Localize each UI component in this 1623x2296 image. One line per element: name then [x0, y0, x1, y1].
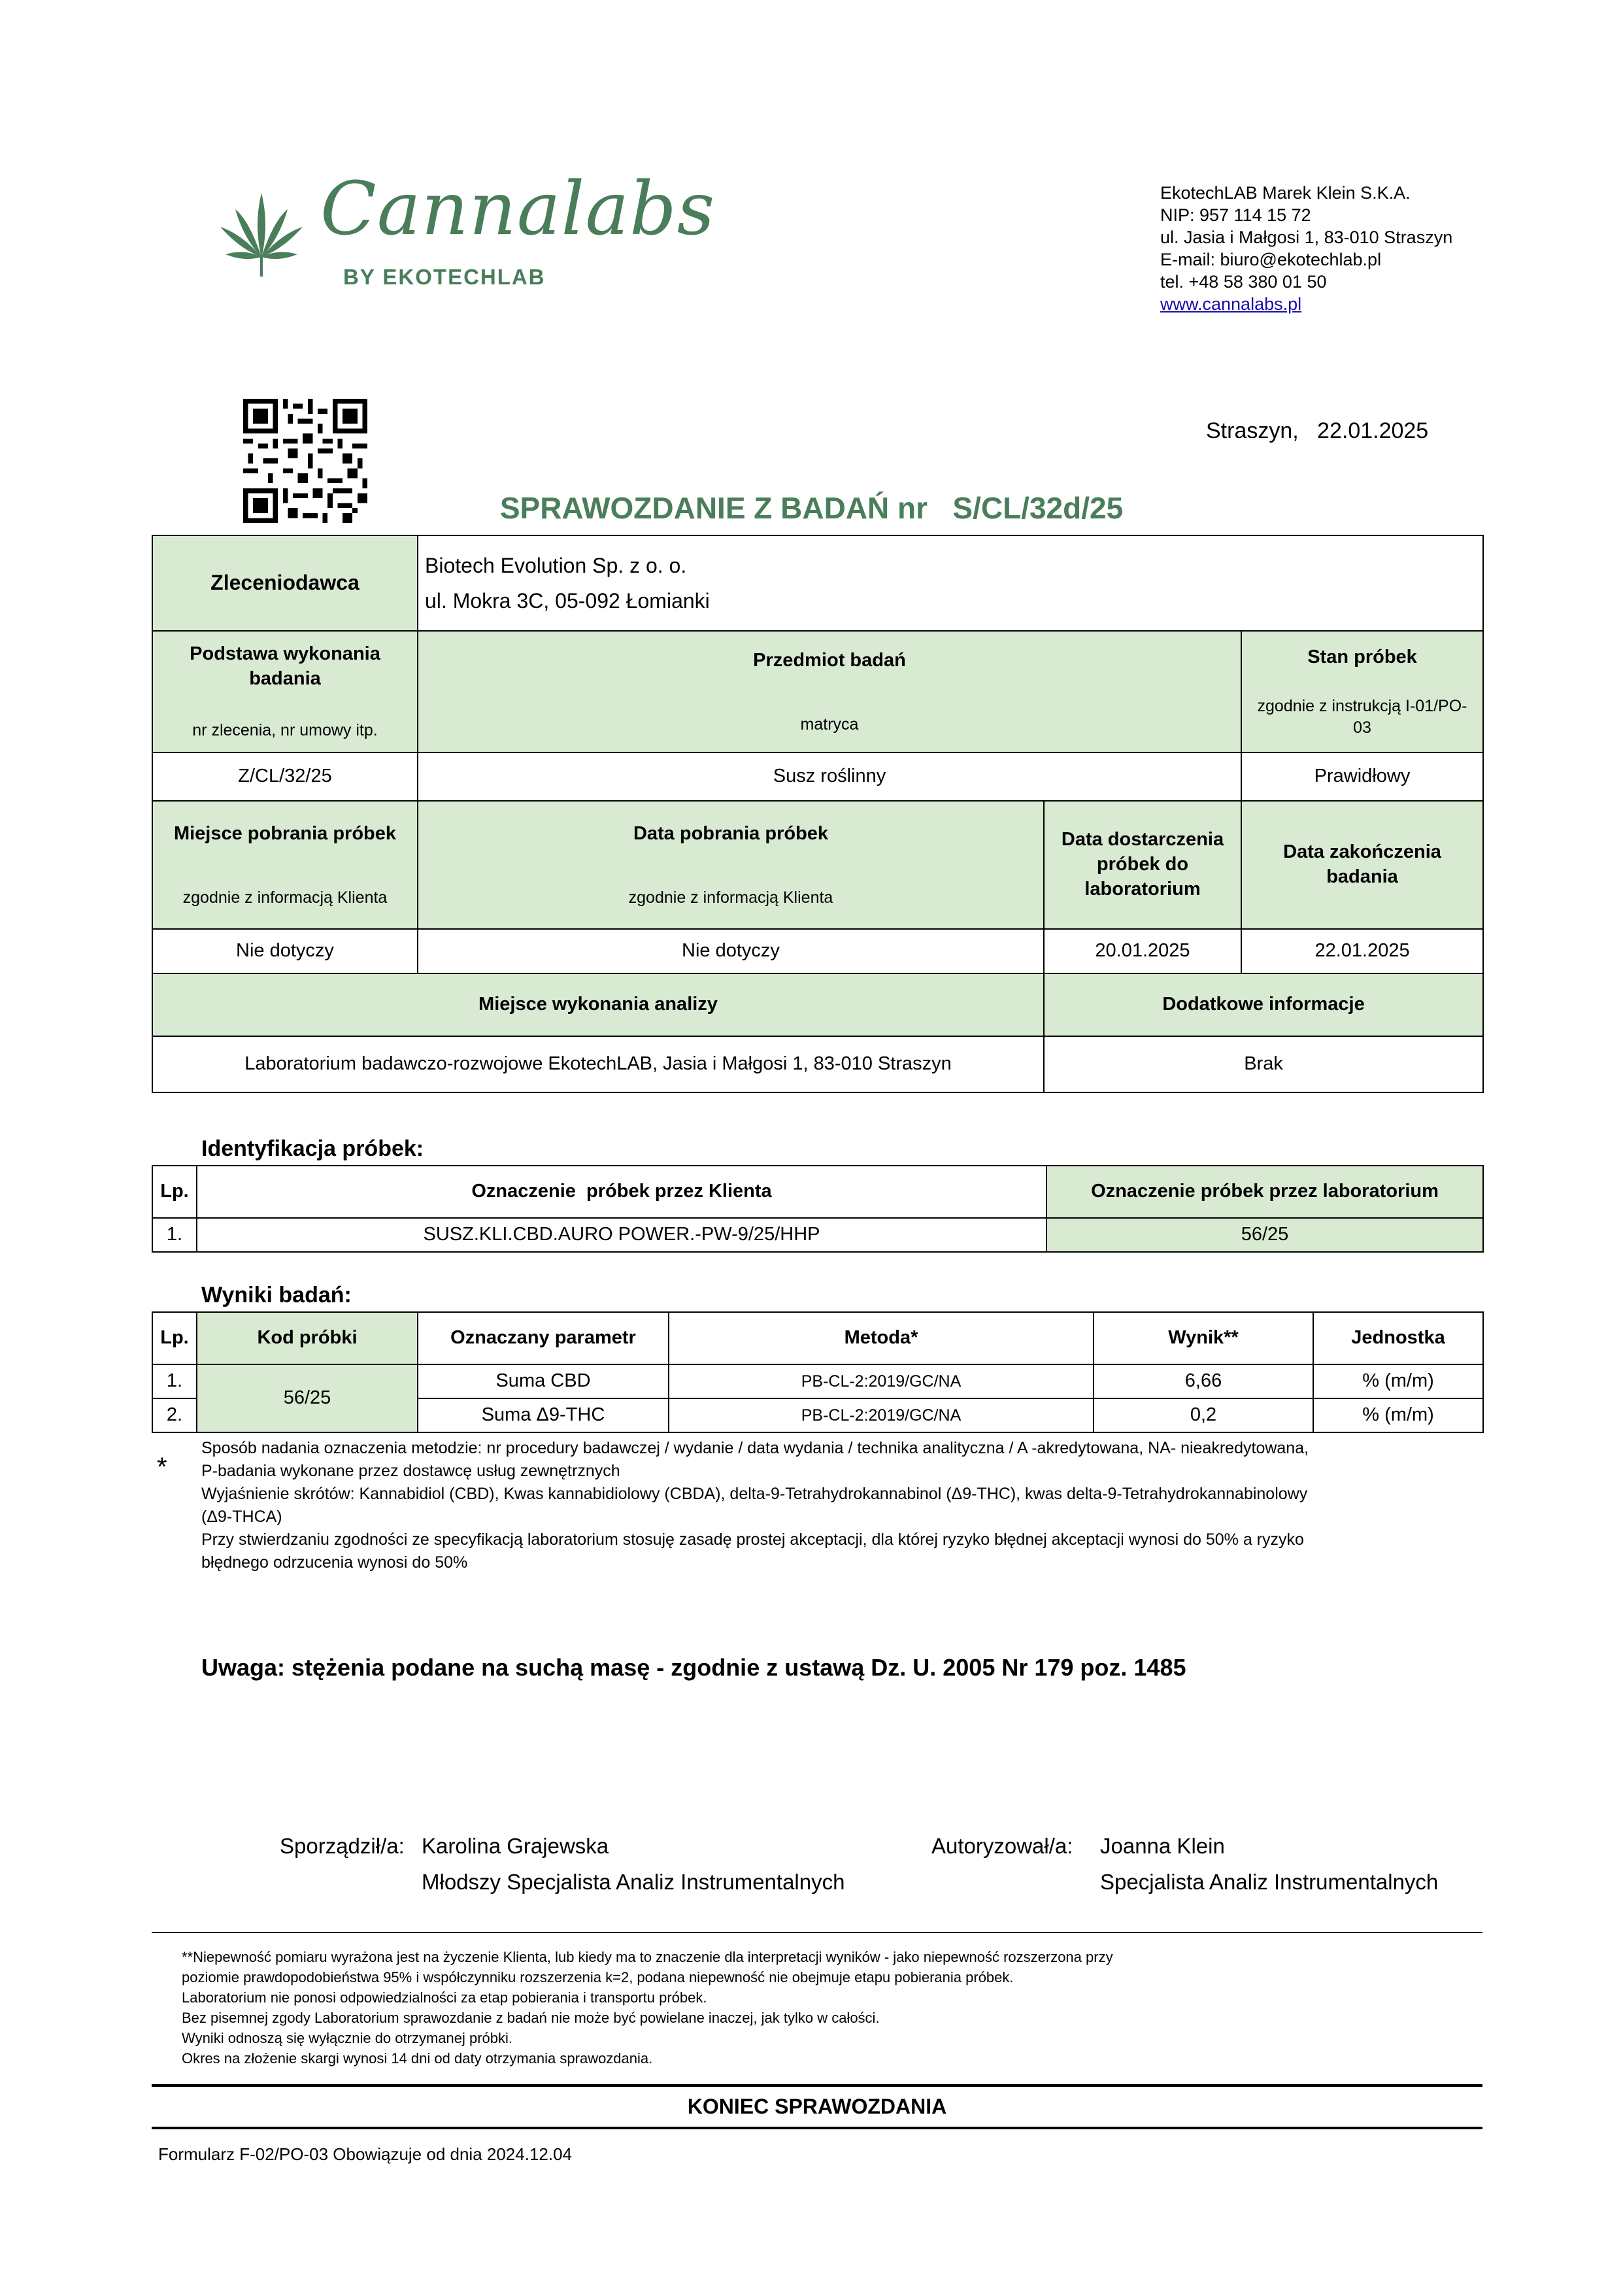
identification-title: Identyfikacja próbek: — [201, 1136, 424, 1161]
footnote-line: P-badania wykonane przez dostawcę usług zewnętrznych — [201, 1462, 620, 1480]
sampling-date-header — [418, 801, 1044, 929]
analysis-place-value: Laboratorium badawczo-rozwojowe EkotechLAB, Jasia i Małgosi 1, 83-010 Straszyn — [152, 1036, 1044, 1092]
basis-header — [152, 631, 418, 752]
footnote-mark: * — [157, 1453, 167, 1481]
basis-label: Podstawa wykonania badania — [190, 643, 380, 689]
analysis-place-label: Miejsce wykonania analizy — [152, 973, 1044, 1036]
subject-label: Przedmiot badań — [753, 649, 906, 671]
id-col-lab: Oznaczenie próbek przez laboratorium — [1046, 1166, 1483, 1218]
res-row-method: PB-CL-2:2019/GC/NA — [669, 1364, 1094, 1398]
state-label: Stan próbek — [1307, 646, 1417, 667]
logo-name: Cannalabs — [320, 167, 716, 252]
subject-header — [418, 631, 1241, 752]
table-row — [152, 1364, 1483, 1398]
place-date: Straszyn, 22.01.2025 — [1206, 418, 1429, 443]
divider — [152, 2127, 1482, 2129]
sampling-place-label: Miejsce pobrania próbek — [173, 822, 397, 844]
client-name: Biotech Evolution Sp. z o. o. — [425, 554, 687, 577]
state-header — [1241, 631, 1483, 752]
res-col-code: Kod próbki — [197, 1312, 418, 1364]
divider — [152, 2084, 1482, 2087]
logo — [212, 167, 716, 297]
logo-subtitle: BY EKOTECHLAB — [343, 265, 546, 289]
info-table — [152, 535, 1484, 1093]
end-value: 22.01.2025 — [1241, 929, 1483, 973]
results-table — [152, 1311, 1484, 1433]
results-title: Wyniki badań: — [201, 1283, 352, 1308]
res-col-lp: Lp. — [152, 1312, 197, 1364]
prepared-name: Karolina Grajewska — [422, 1834, 609, 1858]
state-sub: zgodnie z instrukcją I-01/PO-03 — [1257, 697, 1467, 737]
end-of-report: KONIEC SPRAWOZDANIA — [687, 2095, 947, 2118]
disclaimer — [182, 1947, 1113, 2068]
basis-value: Z/CL/32/25 — [152, 752, 418, 801]
disclaimer-line: poziomie prawdopodobieństwa 95% i współczynniku rozszerzenia k=2, podana niepewność nie obejmuje etapu pobierania próbek. — [182, 1969, 1014, 1985]
authorized-label: Autoryzował/a: — [931, 1834, 1073, 1858]
authorized-name: Joanna Klein — [1100, 1834, 1225, 1858]
divider — [152, 1932, 1482, 1933]
id-col-client: Oznaczenie próbek przez Klienta — [197, 1166, 1046, 1218]
res-col-result: Wynik** — [1094, 1312, 1313, 1364]
company-line: E-mail: biuro@ekotechlab.pl — [1160, 250, 1382, 269]
authorized-title: Specjalista Analiz Instrumentalnych — [1100, 1870, 1439, 1894]
footnote-line: błędnego odrzucenia wynosi do 50% — [201, 1553, 468, 1572]
additional-value: Brak — [1044, 1036, 1483, 1092]
id-row-lp: 1. — [152, 1218, 197, 1252]
res-row-unit: % (m/m) — [1313, 1364, 1483, 1398]
disclaimer-line: Wyniki odnoszą się wyłącznie do otrzymanej próbki. — [182, 2030, 513, 2046]
table-row — [152, 1218, 1483, 1252]
res-row-lp: 1. — [152, 1364, 197, 1398]
basis-sub: nr zlecenia, nr umowy itp. — [192, 721, 378, 740]
client-cell — [418, 535, 1483, 631]
id-col-lp: Lp. — [152, 1166, 197, 1218]
company-line: ul. Jasia i Małgosi 1, 83-010 Straszyn — [1160, 228, 1453, 247]
company-line: EkotechLAB Marek Klein S.K.A. — [1160, 183, 1411, 203]
res-row-param: Suma CBD — [418, 1364, 669, 1398]
subject-sub: matryca — [800, 715, 859, 734]
footnote-line: (Δ9-THCA) — [201, 1508, 282, 1526]
additional-label: Dodatkowe informacje — [1044, 973, 1483, 1036]
company-address — [1160, 182, 1452, 315]
website-link[interactable]: www.cannalabs.pl — [1160, 294, 1302, 314]
id-row-client: SUSZ.KLI.CBD.AURO POWER.-PW-9/25/HHP — [197, 1218, 1046, 1252]
state-value: Prawidłowy — [1241, 752, 1483, 801]
res-row-result: 0,2 — [1094, 1398, 1313, 1432]
disclaimer-line: Bez pisemnej zgody Laboratorium sprawozdanie z badań nie może być powielane inaczej, jak tylko w całości. — [182, 2010, 880, 2026]
sampling-date-sub: zgodnie z informacją Klienta — [628, 888, 833, 907]
id-row-lab: 56/25 — [1046, 1218, 1483, 1252]
sampling-place-sub: zgodnie z informacją Klienta — [182, 888, 388, 907]
res-row-param: Suma Δ9-THC — [418, 1398, 669, 1432]
report-title: SPRAWOZDANIE Z BADAŃ nr S/CL/32d/25 — [499, 491, 1124, 525]
form-footer: Formularz F-02/PO-03 Obowiązuje od dnia 2024.12.04 — [158, 2144, 573, 2164]
res-col-param: Oznaczany parametr — [418, 1312, 669, 1364]
res-col-method: Metoda* — [669, 1312, 1094, 1364]
res-sample-code: 56/25 — [197, 1364, 418, 1432]
client-address: ul. Mokra 3C, 05-092 Łomianki — [425, 589, 710, 613]
sampling-place-header — [152, 801, 418, 929]
prepared-label: Sporządził/a: — [280, 1834, 405, 1858]
company-line: tel. +48 58 380 01 50 — [1160, 272, 1327, 292]
sampling-date-value: Nie dotyczy — [418, 929, 1044, 973]
subject-value: Susz roślinny — [418, 752, 1241, 801]
footnote-line: Wyjaśnienie skrótów: Kannabidiol (CBD), Kwas kannabidiolowy (CBDA), delta-9-Tetrahydrokannabinol (Δ9-THC), kwas delta-9-Tetrahydrokannabinolowy — [201, 1485, 1308, 1503]
disclaimer-line: Laboratorium nie ponosi odpowiedzialności za etap pobierania i transportu próbek. — [182, 1989, 707, 2006]
footnote-line: Przy stwierdzaniu zgodności ze specyfikacją laboratorium stosuję zasadę prostej akceptacji, dla której ryzyko błędnej akceptacji wynosi do 50% a ryzyko — [201, 1530, 1304, 1549]
disclaimer-line: Okres na złożenie skargi wynosi 14 dni od daty otrzymania sprawozdania. — [182, 2050, 653, 2067]
res-row-result: 6,66 — [1094, 1364, 1313, 1398]
footnote — [201, 1437, 1309, 1574]
res-col-unit: Jednostka — [1313, 1312, 1483, 1364]
disclaimer-line: **Niepewność pomiaru wyrażona jest na życzenie Klienta, lub kiedy ma to znaczenie dla interpretacji wyników - jako niepewność rozszerzona przy — [182, 1949, 1113, 1965]
delivery-value: 20.01.2025 — [1044, 929, 1241, 973]
cannabis-leaf-icon — [212, 186, 310, 284]
res-row-unit: % (m/m) — [1313, 1398, 1483, 1432]
prepared-title: Młodszy Specjalista Analiz Instrumentalnych — [422, 1870, 845, 1894]
company-line: NIP: 957 114 15 72 — [1160, 205, 1311, 225]
footnote-line: Sposób nadania oznaczenia metodzie: nr procedury badawczej / wydanie / data wydania / technika analityczna / A -akredytowana, NA- nieakredytowana, — [201, 1439, 1309, 1457]
end-label: Data zakończenia badania — [1241, 801, 1483, 929]
res-row-lp: 2. — [152, 1398, 197, 1432]
res-row-method: PB-CL-2:2019/GC/NA — [669, 1398, 1094, 1432]
dry-mass-note: Uwaga: stężenia podane na suchą masę - zgodnie z ustawą Dz. U. 2005 Nr 179 poz. 1485 — [201, 1654, 1186, 1681]
sampling-date-label: Data pobrania próbek — [633, 822, 829, 844]
client-label: Zleceniodawca — [152, 535, 418, 631]
delivery-label: Data dostarczenia próbek do laboratorium — [1044, 801, 1241, 929]
identification-table — [152, 1165, 1484, 1253]
sampling-place-value: Nie dotyczy — [152, 929, 418, 973]
